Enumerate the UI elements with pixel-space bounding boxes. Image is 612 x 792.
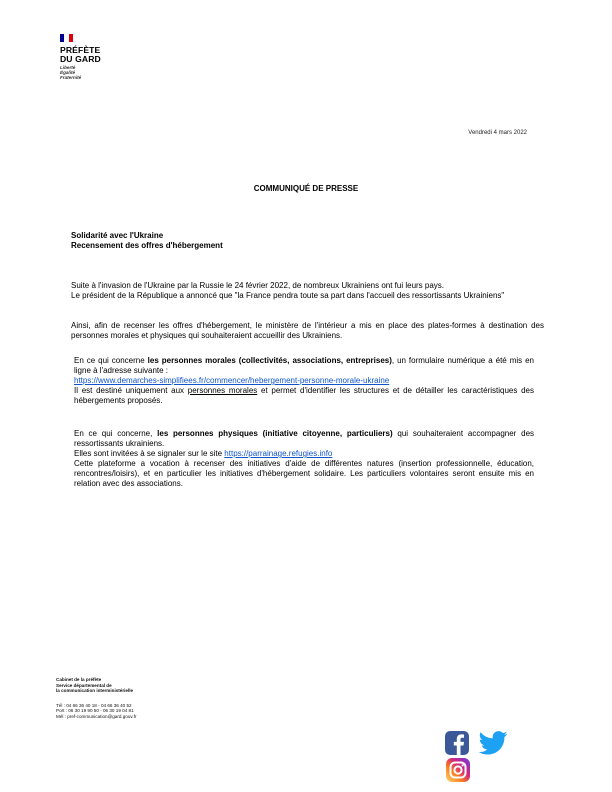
french-flag-icon [60, 34, 73, 42]
parrainage-link[interactable]: https://parrainage.refugies.info [224, 449, 333, 458]
morales-intro: En ce qui concerne les personnes morales (collectivités, associations, entreprises), un formulaire numérique a été mis en ligne à l'adresse suivante : [74, 356, 534, 375]
footer-phone: Tél : 04 66 36 40 18 - 04 66 36 40 52 [56, 702, 132, 708]
morales-form-link[interactable]: https://www.demarches-simplifiees.fr/commencer/hebergement-personne-morale-ukraine [74, 376, 390, 385]
prefecture-logo [60, 34, 130, 81]
morales-destination: Il est destiné uniquement aux personnes morales et permet d'identifier les structures et de détailler les caractéristiques des hébergements proposés. [74, 386, 534, 405]
twitter-icon[interactable] [478, 731, 508, 755]
section-personnes-morales [74, 356, 534, 406]
facebook-icon[interactable] [445, 731, 469, 755]
physiques-bold: les personnes physiques (initiative citoyenne, particuliers) [157, 429, 393, 438]
subject-block [71, 231, 223, 251]
republic-motto: Liberté Égalité Fraternité [60, 65, 82, 81]
prefecture-name: PRÉFÈTE DU GARD [60, 45, 101, 64]
section-personnes-physiques: En ce qui concerne, les personnes physiques (initiative citoyenne, particuliers) qui souhaiteraient accompagner des ressortissants ukrainiens. Elles sont invitées à se signaler sur le site https://parrainage.refugies.info Cette plateforme a vocation à recenser des initiatives d'aide de différentes natures (insertion professionnelle, éducation, rencontres/loisirs), et en particulier les initiatives d'hébergement solidaire. Les particuliers volontaires seront ensuite mis en relation avec des associations. [74, 429, 535, 488]
footer-email[interactable]: Mél : pref-communication@gard.gouv.fr [56, 713, 137, 719]
subject-line-2: Recensement des offres d'hébergement [71, 241, 223, 250]
physiques-intro: En ce qui concerne, les personnes physiques (initiative citoyenne, particuliers) qui souhaiteraient accompagner des ressortissants ukrainiens. [74, 429, 535, 448]
paragraph-platforms: Ainsi, afin de recenser les offres d'hébergement, le ministère de l'intérieur a mis en place des plates-formes à destination des personnes morales et physiques qui souhaiteraient accueillir des Ukrainiens. [71, 321, 544, 340]
subject-line-1: Solidarité avec l'Ukraine [71, 231, 164, 240]
instagram-icon[interactable] [446, 758, 470, 782]
physiques-platform: Cette plateforme a vocation à recenser des initiatives d'aide de différentes natures (insertion professionnelle, éducation, rencontres/loisirs), et en particulier les initiatives d'hébergement solidaire. Les particuliers volontaires seront ensuite mis en relation avec des associations. [74, 459, 534, 488]
release-date: Vendredi 4 mars 2022 [468, 130, 527, 136]
footer-contact: Cabinet de la préfète Service départemental de la communication interministérielle Tél : 04 66 36 40 18 - 04 66 36 40 52 Port : 06 30 19 90 50 - 06 30 19 04 81 Mél : pref-communication@gard.gouv.fr [56, 677, 137, 719]
morales-bold: les personnes morales (collectivités, associations, entreprises) [147, 356, 392, 365]
footer-mobile: Port : 06 30 19 90 50 - 06 30 19 04 81 [56, 708, 134, 714]
paragraph-context: Suite à l'invasion de l'Ukraine par la Russie le 24 février 2022, de nombreux Ukrainiens ont fui leurs pays. Le président de la République a annoncé que "la France pendra toute sa part dans l'accueil des ressortissants Ukrainiens" [71, 281, 505, 300]
page-title: COMMUNIQUÉ DE PRESSE [253, 184, 359, 193]
